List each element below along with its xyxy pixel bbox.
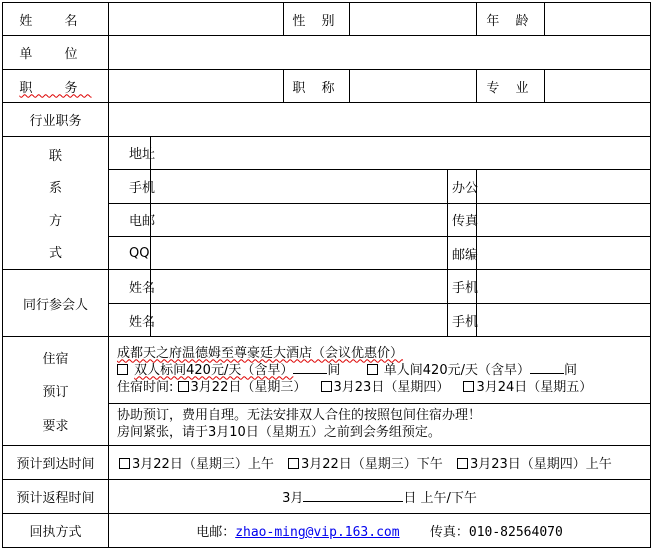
gender-label: 性 别	[284, 3, 350, 36]
lodging-note-1: 协助预订，费用自理。无法安排双人合住的按照包间住宿办理！	[117, 408, 482, 424]
hotel-name: 成都天之府温德姆至尊豪廷大酒店（会议优惠价）	[117, 345, 404, 361]
companion-name-field-2[interactable]	[151, 303, 448, 336]
office-field[interactable]	[477, 170, 651, 203]
major-field[interactable]	[545, 69, 651, 102]
companion-name-label: 姓名	[109, 303, 151, 336]
arrival-options	[109, 445, 651, 479]
registration-form	[2, 2, 651, 548]
contact-label: 联 系 方 式	[3, 136, 109, 270]
job-label: 职 务	[3, 69, 109, 102]
return-day-input[interactable]	[303, 501, 403, 502]
postcode-label: 邮编	[448, 236, 477, 269]
return-field	[109, 480, 651, 514]
title-field[interactable]	[350, 69, 477, 102]
stay-checkbox-1[interactable]	[178, 381, 189, 392]
postcode-field[interactable]	[477, 236, 651, 269]
lodging-label: 住宿 预订 要求	[3, 337, 109, 445]
companion-name-field-1[interactable]	[151, 270, 448, 303]
single-room-label: 单人间420元/天（含早）	[383, 362, 530, 378]
gender-field[interactable]	[350, 3, 477, 36]
industry-field[interactable]	[109, 103, 651, 136]
stay-checkbox-2[interactable]	[321, 381, 332, 392]
lodging-notes	[109, 404, 651, 446]
single-room-checkbox[interactable]	[367, 364, 378, 375]
fax-label: 传真	[448, 203, 477, 236]
qq-field[interactable]	[151, 236, 448, 269]
email-field[interactable]	[151, 203, 448, 236]
unit-field[interactable]	[109, 36, 651, 69]
address-field[interactable]	[151, 136, 651, 169]
mobile-label: 手机	[109, 170, 151, 203]
stay-date-1: 3月22日（星期三）	[190, 379, 307, 395]
age-field[interactable]	[545, 3, 651, 36]
receipt-fax-label: 传真：	[429, 525, 469, 541]
lodging-note-2: 房间紧张，请于3月10日（星期五）之前到会务组预定。	[117, 425, 441, 441]
room-unit: 间	[327, 362, 341, 378]
double-room-checkbox[interactable]	[117, 364, 128, 375]
arrival-option-2: 3月22日（星期三）下午	[300, 456, 443, 472]
major-label: 专 业	[477, 69, 545, 102]
arrival-label: 预计到达时间	[3, 445, 109, 479]
companion-mobile-label: 手机	[448, 303, 477, 336]
companion-name-label: 姓名	[109, 270, 151, 303]
address-label: 地址	[109, 136, 151, 169]
title-label: 职 称	[284, 69, 350, 102]
stay-label: 住宿时间:	[117, 379, 174, 395]
arrival-checkbox-2[interactable]	[288, 458, 299, 469]
return-label: 预计返程时间	[3, 480, 109, 514]
receipt-email-link[interactable]: zhao-ming@vip.163.com	[235, 525, 400, 541]
email-label: 电邮	[109, 203, 151, 236]
fax-field[interactable]	[477, 203, 651, 236]
stay-date-3: 3月24日（星期五）	[476, 379, 593, 395]
room-unit: 间	[563, 362, 577, 378]
lodging-options	[109, 337, 651, 404]
companion-mobile-label: 手机	[448, 270, 477, 303]
name-label: 姓 名	[3, 3, 109, 36]
name-field[interactable]	[109, 3, 284, 36]
companion-mobile-field-2[interactable]	[477, 303, 651, 336]
office-label: 办公	[448, 170, 477, 203]
industry-label: 行业职务	[3, 103, 109, 136]
double-room-count[interactable]	[293, 373, 327, 374]
companion-mobile-field-1[interactable]	[477, 270, 651, 303]
arrival-checkbox-3[interactable]	[457, 458, 468, 469]
receipt-info	[109, 514, 651, 548]
companion-label: 同行参会人	[3, 270, 109, 337]
qq-label: QQ	[109, 236, 151, 269]
return-month: 3月	[282, 491, 304, 507]
age-label: 年 龄	[477, 3, 545, 36]
receipt-label: 回执方式	[3, 514, 109, 548]
return-day: 日 上午/下午	[403, 491, 477, 507]
arrival-checkbox-1[interactable]	[119, 458, 130, 469]
double-room-label: 双人标间420元/天（含早）	[134, 362, 294, 378]
arrival-option-1: 3月22日（星期三）上午	[132, 456, 274, 472]
receipt-email-label: 电邮：	[196, 525, 236, 541]
stay-date-2: 3月23日（星期四）	[333, 379, 450, 395]
mobile-field[interactable]	[151, 170, 448, 203]
receipt-fax: 010-82564070	[468, 525, 563, 541]
stay-checkbox-3[interactable]	[463, 381, 474, 392]
job-field[interactable]	[109, 69, 284, 102]
arrival-option-3: 3月23日（星期四）上午	[469, 456, 612, 472]
single-room-count[interactable]	[530, 373, 564, 374]
unit-label: 单 位	[3, 36, 109, 69]
